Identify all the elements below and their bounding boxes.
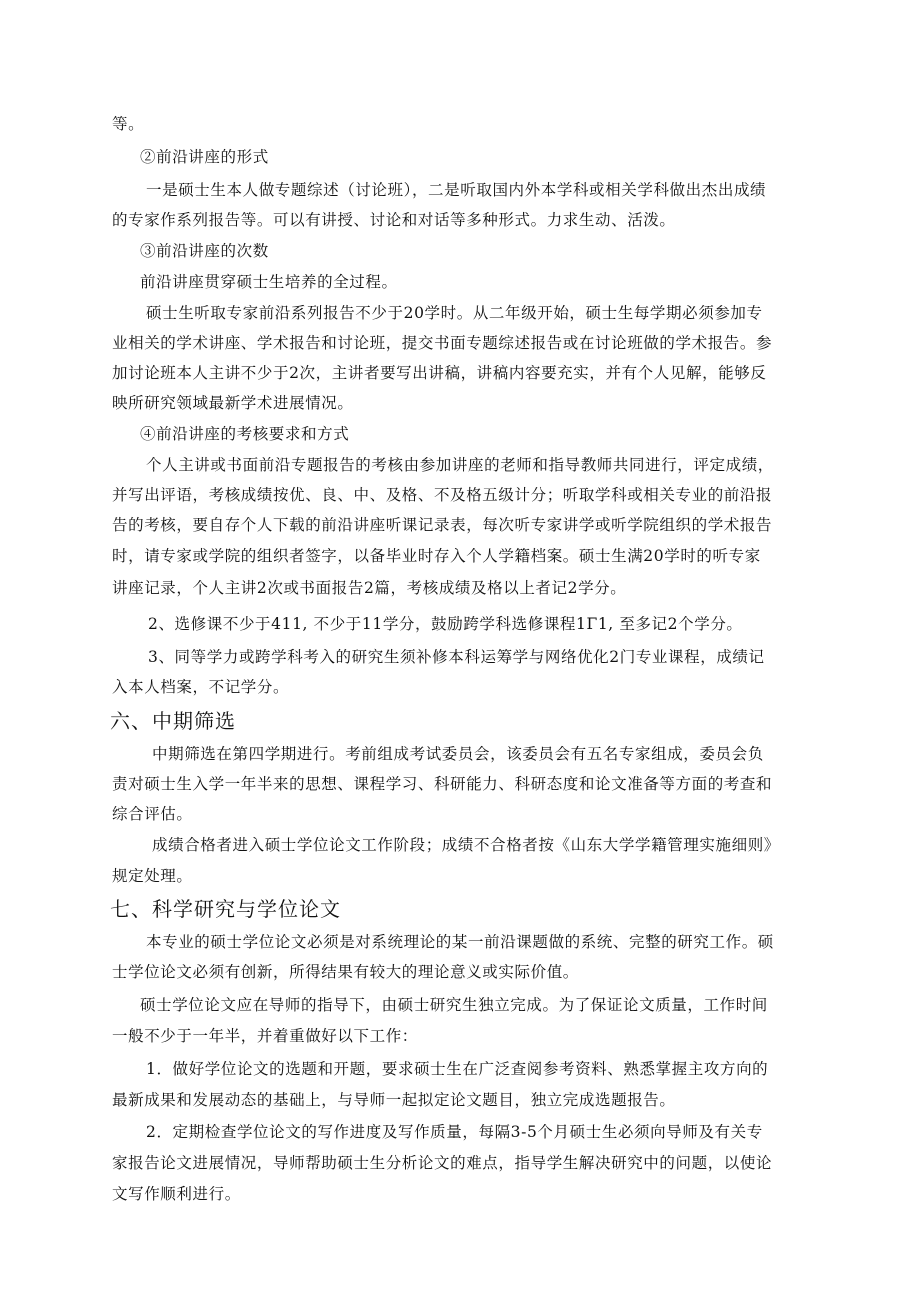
text-line: 一般不少于一年半，并着重做好以下工作： <box>112 1027 418 1045</box>
text-line: 硕士生听取专家前沿系列报告不少于20学时。从二年级开始，硕士生每学期必须参加专 <box>146 304 763 322</box>
text-line: 最新成果和发展动态的基础上，与导师一起拟定论文题目，独立完成选题报告。 <box>112 1091 676 1109</box>
text-line: 时，请专家或学院的组织者签字，以备毕业时存入个人学籍档案。硕士生满20学时的听专家 <box>112 547 761 565</box>
text-line: 并写出评语，考核成绩按优、良、中、及格、不及格五级计分；听取学科或相关专业的前沿报 <box>112 486 773 504</box>
section-heading-research: 七、科学研究与学位论文 <box>110 897 341 921</box>
text-line: 入本人档案，不记学分。 <box>112 678 290 696</box>
text-line: 家报告论文进展情况，导师帮助硕士生分析论文的难点，指导学生解决研究中的问题，以使论 <box>112 1154 773 1172</box>
list-item: 2．定期检查学位论文的写作进度及写作质量，每隔3-5个月硕士生必须向导师及有关专 <box>146 1123 763 1141</box>
text-line: 讲座记录，个人主讲2次或书面报告2篇，考核成绩及格以上者记2学分。 <box>112 579 627 597</box>
text-line: 中期筛选在第四学期进行。考前组成考试委员会，该委员会有五名专家组成，委员会负 <box>152 745 764 763</box>
text-line: 士学位论文必须有创新，所得结果有较大的理论意义或实际价值。 <box>112 963 579 981</box>
subsection-title: ③前沿讲座的次数 <box>140 242 269 260</box>
list-item: 2、选修课不少于411, 不少于11学分，鼓励跨学科选修课程1Γ1, 至多记2个学分。 <box>148 615 743 633</box>
list-item: 3、同等学力或跨学科考入的研究生须补修本科运筹学与网络优化2门专业课程，成绩记 <box>148 648 765 666</box>
text-line: 的专家作系列报告等。可以有讲授、讨论和对话等多种形式。力求生动、活泼。 <box>112 211 676 229</box>
text-line: 加讨论班本人主讲不少于2次，主讲者要写出讲稿，讲稿内容要充实，并有个人见解，能够反 <box>112 364 767 382</box>
text-line: 告的考核，要自存个人下载的前沿讲座听课记录表，每次听专家讲学或听学院组织的学术报告 <box>112 516 773 534</box>
section-heading-midterm: 六、中期筛选 <box>110 709 236 733</box>
text-line: 规定处理。 <box>112 867 193 885</box>
text-line: 映所研究领域最新学术进展情况。 <box>112 394 354 412</box>
text-line: 本专业的硕士学位论文必须是对系统理论的某一前沿课题做的系统、完整的研究工作。硕 <box>146 933 774 951</box>
list-item: 1．做好学位论文的选题和开题，要求硕士生在广泛查阅参考资料、熟悉掌握主攻方向的 <box>146 1060 769 1078</box>
text-line: 成绩合格者进入硕士学位论文工作阶段；成绩不合格者按《山东大学学籍管理实施细则》 <box>152 836 780 854</box>
text-line: 责对硕士生入学一年半来的思想、课程学习、科研能力、科研态度和论文准备等方面的考查和 <box>112 775 773 793</box>
text-line: 个人主讲或书面前沿专题报告的考核由参加讲座的老师和指导教师共同进行，评定成绩， <box>146 456 774 474</box>
subsection-title: ④前沿讲座的考核要求和方式 <box>140 425 350 443</box>
text-line: 一是硕士生本人做专题综述（讨论班），二是听取国内外本学科或相关学科做出杰出成绩 <box>146 181 767 199</box>
text-line: 等。 <box>112 115 145 133</box>
text-line: 业相关的学术讲座、学术报告和讨论班，提交书面专题综述报告或在讨论班做的学术报告。参 <box>112 334 773 352</box>
subsection-title: ②前沿讲座的形式 <box>140 148 269 166</box>
text-line: 前沿讲座贯穿硕士生培养的全过程。 <box>140 273 398 291</box>
text-line: 文写作顺利进行。 <box>112 1185 241 1203</box>
text-line: 综合评估。 <box>112 805 193 823</box>
text-line: 硕士学位论文应在导师的指导下，由硕士研究生独立完成。为了保证论文质量，工作时间 <box>140 996 768 1014</box>
